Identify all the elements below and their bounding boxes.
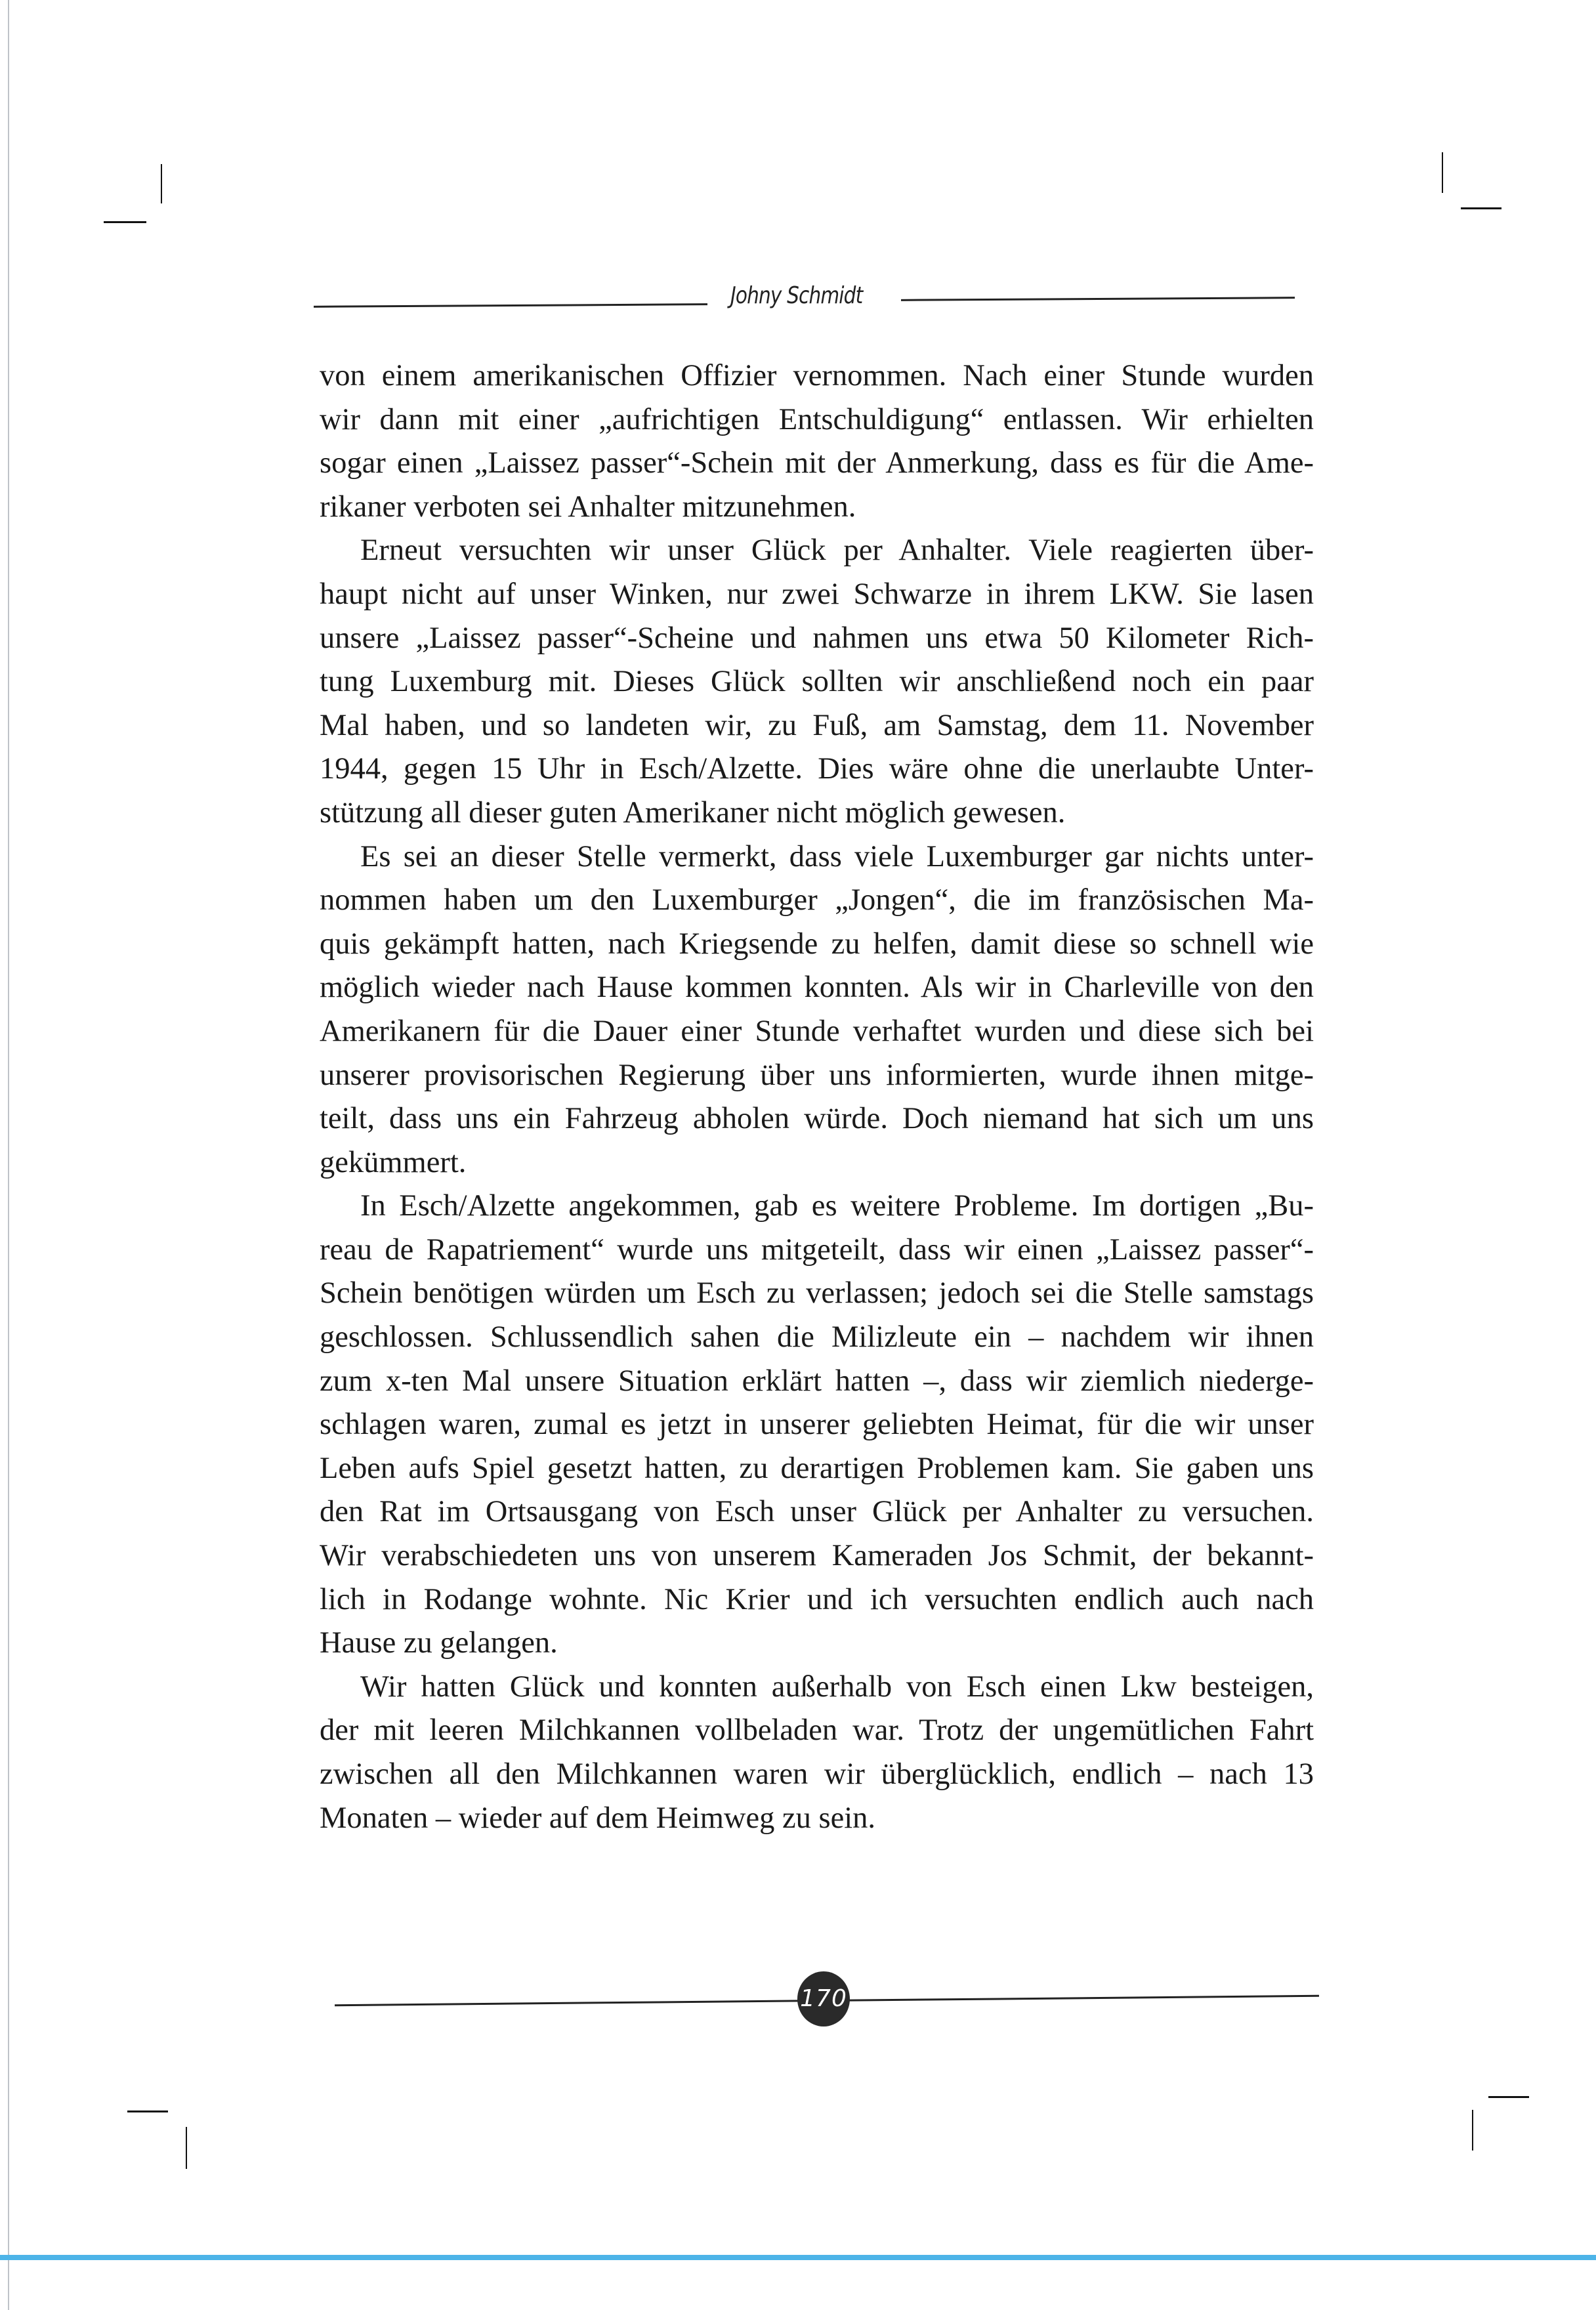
crop-mark-bottom-right-vertical [1472,2110,1473,2151]
text-line: Wir hatten Glück und konnten außerhalb von Esch einen Lkw besteigen, [360,1670,1314,1704]
text-line: stützung all dieser guten Amerikaner nicht möglich gewesen. [320,795,1066,830]
text-line: von einem amerikanischen Offizier vernommen. Nach einer Stunde wurden [320,359,1314,392]
text-line: teilt, dass uns ein Fahrzeug abholen würde. Doch niemand hat sich um uns [320,1102,1314,1136]
crop-mark-bottom-left-vertical [186,2127,187,2169]
text-line: wir dann mit einer „aufrichtigen Entschuldigung“ entlassen. Wir erhielten [320,402,1314,436]
text-line: Mal haben, und so landeten wir, zu Fuß, am Samstag, dem 11. November [320,708,1314,742]
text-line: zum x-ten Mal unsere Situation erklärt hatten –, dass wir ziemlich niederge- [320,1364,1314,1398]
text-line: In Esch/Alzette angekommen, gab es weitere Probleme. Im dortigen „Bu- [360,1189,1314,1223]
paragraph [320,529,1314,835]
crop-mark-top-right-horizontal [1461,207,1502,209]
text-line: nommen haben um den Luxemburger „Jongen“, die im französischen Ma- [320,883,1314,917]
text-line: Erneut versuchten wir unser Glück per Anhalter. Viele reagierten über- [360,534,1314,568]
running-title: Johny Schmidt [730,282,863,309]
text-line: Monaten – wieder auf dem Heimweg zu sein. [320,1801,876,1835]
crop-mark-top-right-vertical [1442,152,1443,193]
page-number-badge: 170 [797,1971,850,2026]
paragraph [320,1185,1314,1666]
text-line: Es sei an dieser Stelle vermerkt, dass viele Luxemburger gar nichts unter- [360,839,1314,873]
crop-mark-top-left-horizontal [104,221,146,223]
crop-mark-bottom-right-horizontal [1488,2096,1529,2098]
text-line: zwischen all den Milchkannen waren wir überglücklich, endlich – nach 13 [320,1757,1314,1791]
text-line: reau de Rapatriement“ wurde uns mitgeteilt, dass wir einen „Laissez passer“- [320,1232,1314,1267]
header-rule-right [901,297,1295,301]
text-line: Amerikanern für die Dauer einer Stunde verhaftet wurden und diese sich bei [320,1014,1314,1048]
text-line: tung Luxemburg mit. Dieses Glück sollten wir anschließend noch ein paar [320,665,1314,699]
text-line: quis gekämpft hatten, nach Kriegsende zu helfen, damit diese so schnell wie [320,927,1314,961]
text-line: der mit leeren Milchkannen vollbeladen war. Trotz der ungemütlichen Fahrt [320,1713,1314,1748]
text-line: den Rat im Ortsausgang von Esch unser Glück per Anhalter zu versuchen. [320,1495,1314,1529]
text-line: Hause zu gelangen. [320,1626,558,1660]
text-line: möglich wieder nach Hause kommen konnten. Als wir in Charleville von den [320,971,1314,1005]
text-line: unsere „Laissez passer“-Scheine und nahmen uns etwa 50 Kilometer Rich- [320,621,1314,655]
running-header [314,269,1295,328]
header-rule-left [314,303,707,308]
text-line: gekümmert. [320,1145,467,1179]
paragraph [320,354,1314,529]
text-line: haupt nicht auf unser Winken, nur zwei Schwarze in ihrem LKW. Sie lasen [320,577,1314,611]
crop-mark-bottom-left-horizontal [127,2110,168,2112]
text-line: unserer provisorischen Regierung über uns informierten, wurde ihnen mitge- [320,1058,1314,1092]
page-footer [335,1969,1319,2034]
paragraph [320,835,1314,1185]
scan-bottom-edge [0,2255,1596,2260]
text-line: lich in Rodange wohnte. Nic Krier und ich versuchten endlich auch nach [320,1582,1314,1616]
text-line: geschlossen. Schlussendlich sahen die Milizleute ein – nachdem wir ihnen [320,1320,1314,1354]
text-line: Wir verabschiedeten uns von unserem Kameraden Jos Schmit, der bekannt- [320,1539,1314,1573]
text-line: rikaner verboten sei Anhalter mitzunehmen. [320,490,856,524]
text-line: 1944, gegen 15 Uhr in Esch/Alzette. Dies wäre ohne die unerlaubte Unter- [320,752,1314,786]
crop-mark-top-left-vertical [161,164,162,203]
text-line: Leben aufs Spiel gesetzt hatten, zu derartigen Problemen kam. Sie gaben uns [320,1451,1314,1485]
body-text [320,354,1314,1840]
text-line: sogar einen „Laissez passer“-Schein mit der Anmerkung, dass es für die Ame- [320,446,1314,480]
text-line: schlagen waren, zumal es jetzt in unserer geliebten Heimat, für die wir unser [320,1408,1314,1442]
text-line: Schein benötigen würden um Esch zu verlassen; jedoch sei die Stelle samstags [320,1276,1314,1311]
scan-left-edge [8,0,9,2310]
paragraph [320,1666,1314,1840]
